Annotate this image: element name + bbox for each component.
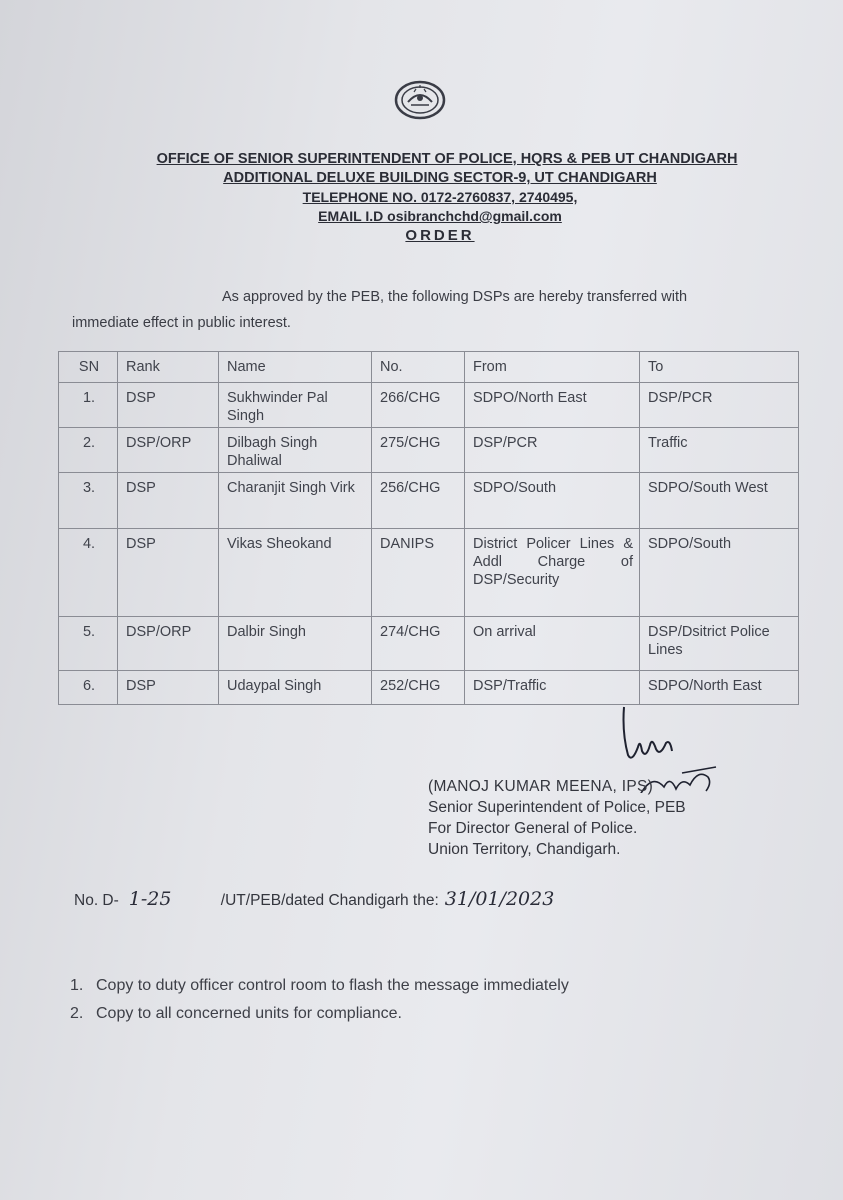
reference-number: 1-25	[128, 888, 172, 910]
column-header: Name	[219, 352, 372, 383]
signatory-for: For Director General of Police.	[428, 820, 638, 837]
table-cell: SDPO/South West	[640, 473, 799, 529]
column-header: From	[465, 352, 640, 383]
reference-line	[74, 888, 554, 910]
table-cell: Sukhwinder Pal Singh	[219, 383, 372, 428]
table-cell: 2.	[59, 428, 118, 473]
signatory-place: Union Territory, Chandigarh.	[428, 841, 621, 858]
chandigarh-police-emblem-icon	[394, 80, 446, 120]
table-cell: DSP	[118, 473, 219, 529]
table-cell: DSP/PCR	[465, 428, 640, 473]
column-header: SN	[59, 352, 118, 383]
table-row	[59, 529, 799, 617]
intro-text-2: immediate effect in public interest.	[72, 315, 291, 331]
column-header: No.	[372, 352, 465, 383]
document-title: ORDER	[405, 227, 475, 244]
table-cell: 275/CHG	[372, 428, 465, 473]
signatory-block	[428, 776, 686, 860]
table-cell: Traffic	[640, 428, 799, 473]
table-cell: On arrival	[465, 617, 640, 671]
table-cell: 6.	[59, 671, 118, 705]
table-cell: 3.	[59, 473, 118, 529]
table-cell: 274/CHG	[372, 617, 465, 671]
column-header: To	[640, 352, 799, 383]
table-cell: DSP	[118, 671, 219, 705]
intro-text-1: As approved by the PEB, the following DSPs are hereby transferred with	[222, 289, 688, 305]
table-cell: SDPO/North East	[465, 383, 640, 428]
letterhead	[60, 150, 820, 245]
transfer-table	[58, 351, 799, 705]
table-cell: Dilbagh Singh Dhaliwal	[219, 428, 372, 473]
table-cell: DSP/Traffic	[465, 671, 640, 705]
table-cell: Dalbir Singh	[219, 617, 372, 671]
table-row	[59, 671, 799, 705]
table-cell: DSP/ORP	[118, 617, 219, 671]
table-cell: SDPO/South	[640, 529, 799, 617]
table-row	[59, 383, 799, 428]
table-cell: DSP	[118, 383, 219, 428]
table-cell: Vikas Sheokand	[219, 529, 372, 617]
table-row	[59, 428, 799, 473]
reference-date: 31/01/2023	[444, 888, 555, 910]
intro-paragraph	[72, 284, 786, 336]
reference-middle: /UT/PEB/dated Chandigarh the:	[220, 892, 439, 909]
table-cell: DSP/PCR	[640, 383, 799, 428]
table-row	[59, 473, 799, 529]
signatory-title: Senior Superintendent of Police, PEB	[428, 799, 686, 816]
table-cell: DSP/ORP	[118, 428, 219, 473]
table-cell: SDPO/South	[465, 473, 640, 529]
table-cell: SDPO/North East	[640, 671, 799, 705]
table-cell: 266/CHG	[372, 383, 465, 428]
table-cell: 256/CHG	[372, 473, 465, 529]
table-cell: Charanjit Singh Virk	[219, 473, 372, 529]
reference-prefix: No. D-	[74, 892, 119, 909]
copy-to-list	[70, 972, 569, 1028]
table-row	[59, 617, 799, 671]
letterhead-address: ADDITIONAL DELUXE BUILDING SECTOR-9, UT CHANDIGARH	[223, 170, 657, 186]
table-cell: DSP/Dsitrict Police Lines	[640, 617, 799, 671]
signatory-name: (MANOJ KUMAR MEENA, IPS)	[428, 778, 654, 795]
letterhead-telephone: TELEPHONE NO. 0172-2760837, 2740495,	[302, 189, 578, 205]
table-cell: DSP	[118, 529, 219, 617]
table-cell: 252/CHG	[372, 671, 465, 705]
letterhead-email: EMAIL I.D osibranchchd@gmail.com	[318, 208, 562, 224]
table-cell: 5.	[59, 617, 118, 671]
table-cell: District Policer Lines & Addl Charge of DSP/Security	[465, 529, 640, 617]
list-item: 1. Copy to duty officer control room to flash the message immediately	[70, 977, 569, 994]
letterhead-office: OFFICE OF SENIOR SUPERINTENDENT OF POLICE, HQRS & PEB UT CHANDIGARH	[156, 151, 738, 167]
list-item: 2. Copy to all concerned units for compliance.	[70, 1005, 402, 1022]
table-cell: DANIPS	[372, 529, 465, 617]
table-cell: 4.	[59, 529, 118, 617]
table-header-row	[59, 352, 799, 383]
table-cell: 1.	[59, 383, 118, 428]
column-header: Rank	[118, 352, 219, 383]
table-cell: Udaypal Singh	[219, 671, 372, 705]
